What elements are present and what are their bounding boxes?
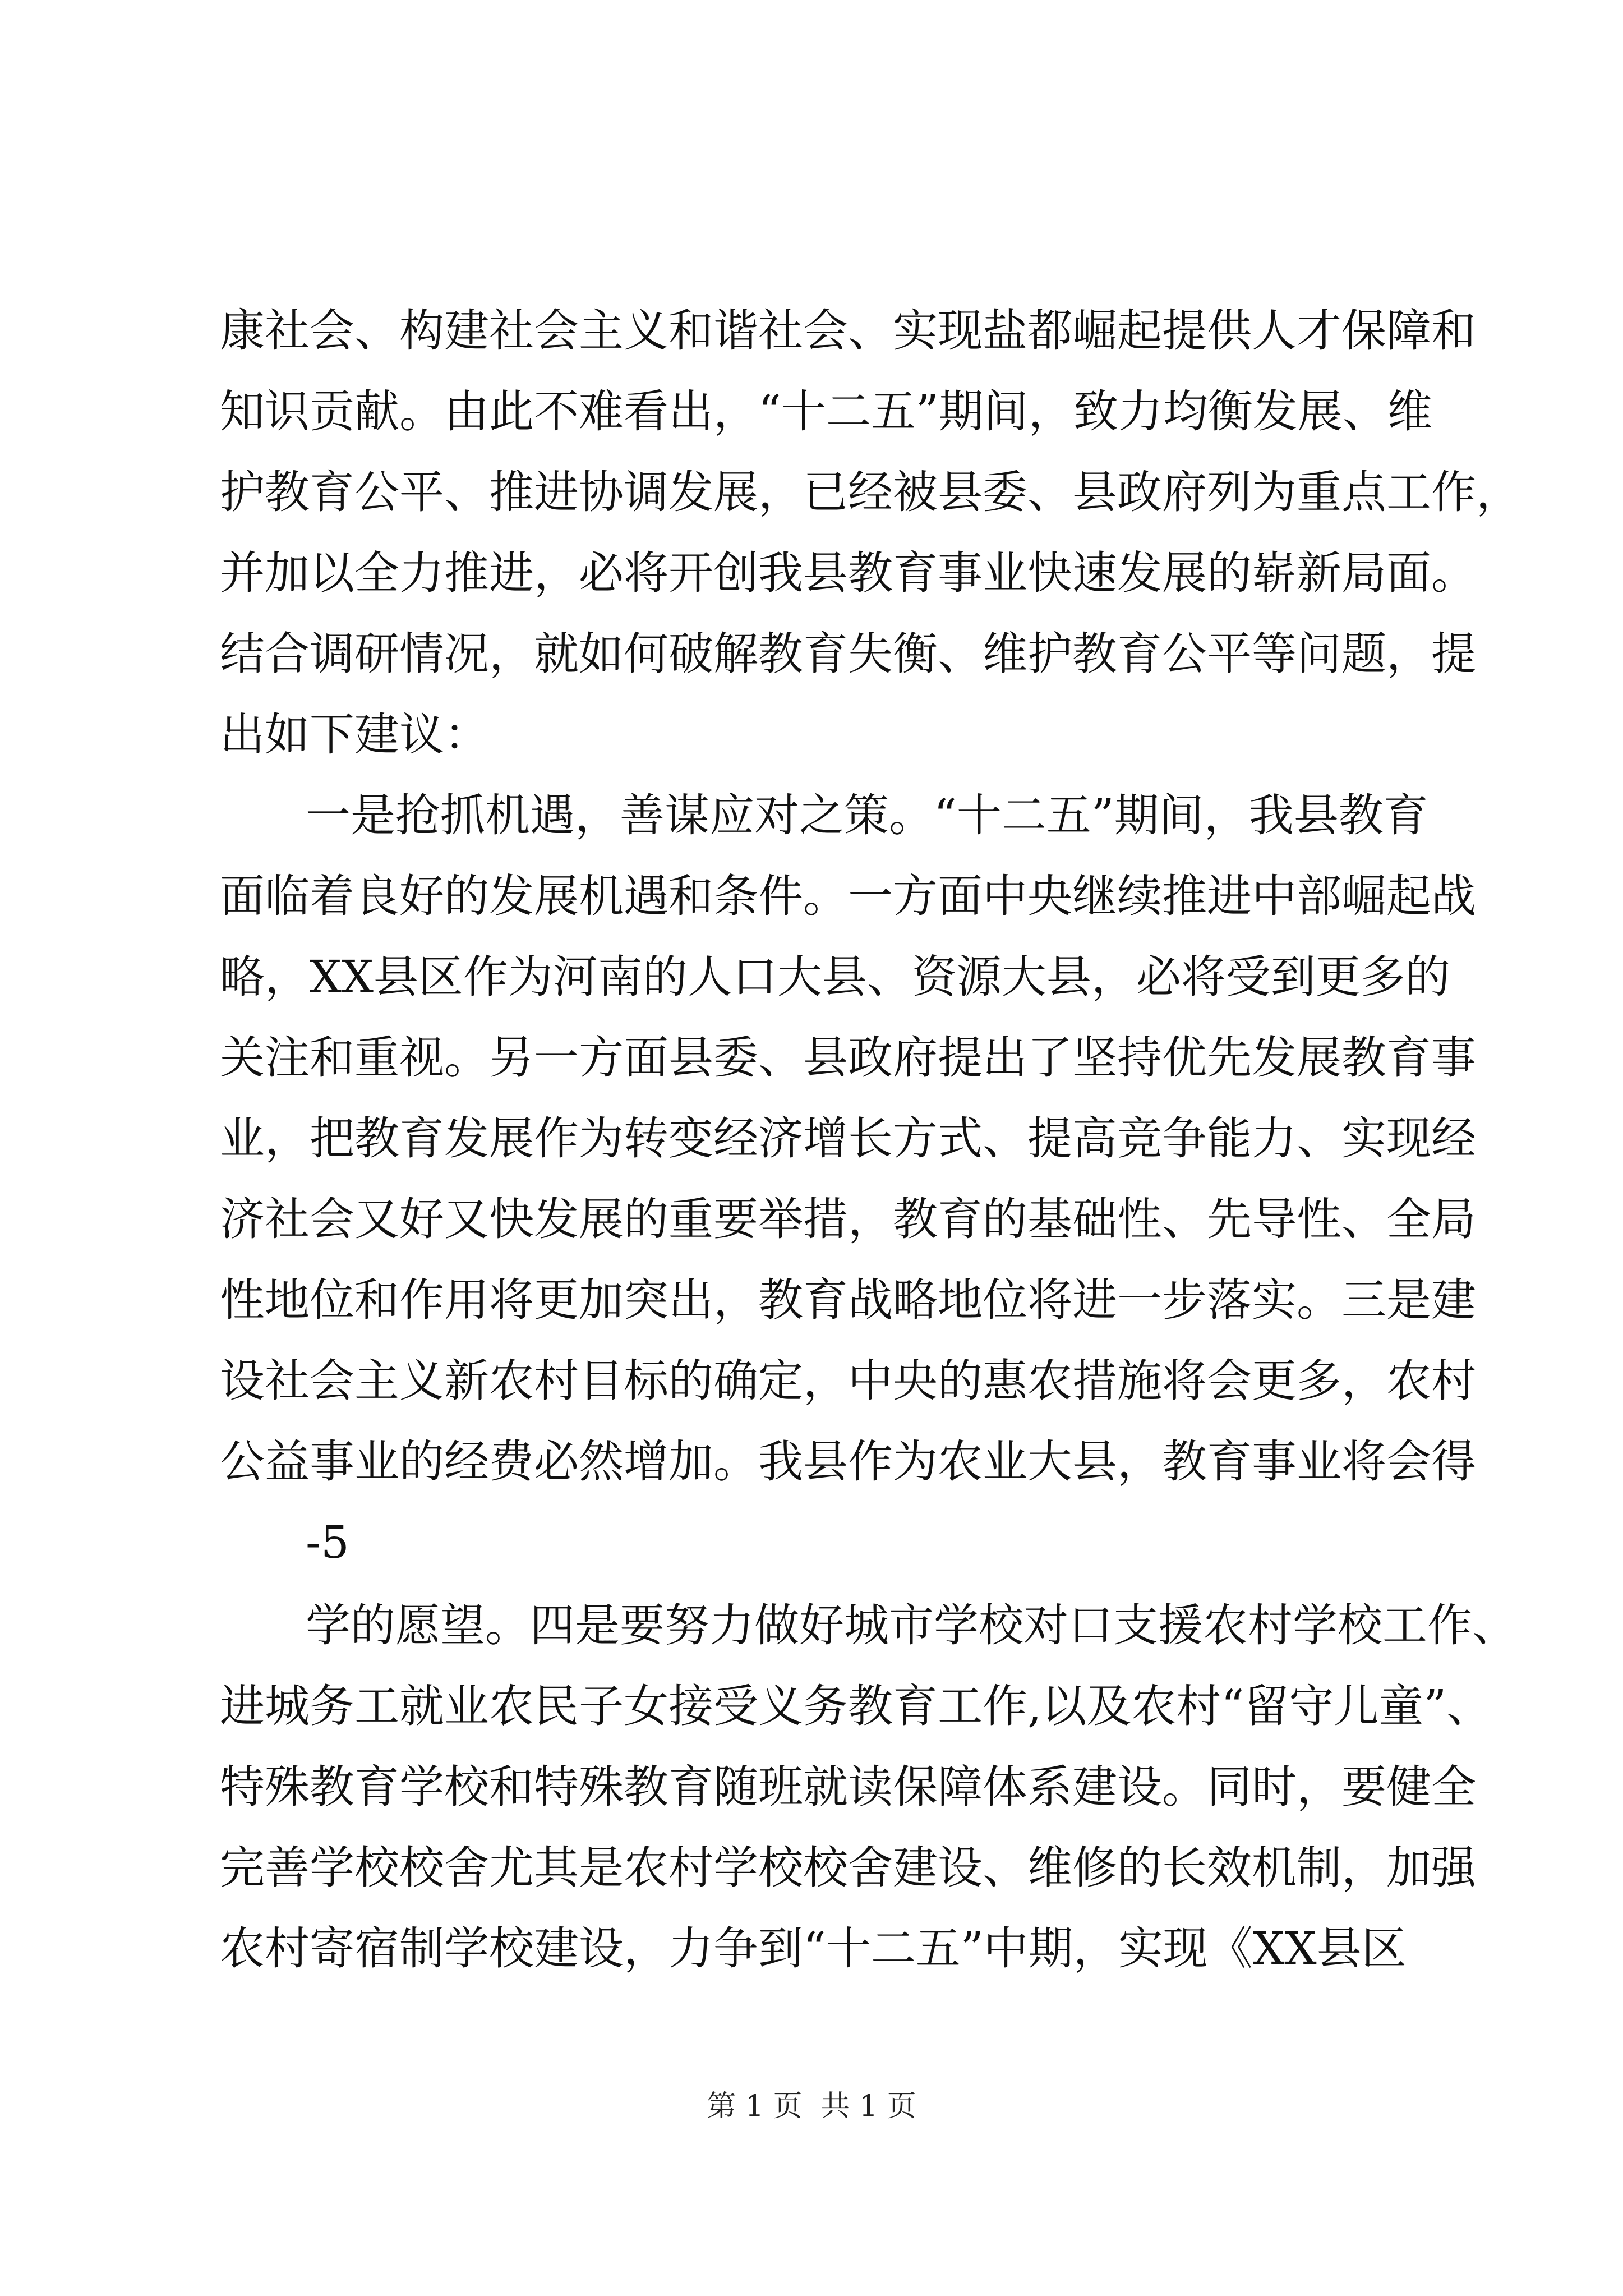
text-line-16: 学的愿望。四是要努力做好城市学校对口支援农村学校工作、	[306, 1599, 1517, 1651]
text-line-11: 业，把教育发展作为转变经济增长方式、提高竞争能力、实现经	[220, 1112, 1476, 1165]
text-line-10: 关注和重视。另一方面县委、县政府提出了坚持优先发展教育事	[220, 1032, 1476, 1084]
text-line-1: 康社会、构建社会主义和谐社会、实现盐都崛起提供人才保障和	[220, 305, 1476, 357]
text-line-7: 一是抢抓机遇，善谋应对之策。“十二五”期间，我县教育	[306, 789, 1428, 841]
text-line-18: 特殊教育学校和特殊教育随班就读保障体系建设。同时，要健全	[220, 1761, 1476, 1813]
text-line-19: 完善学校校舍尤其是农村学校校舍建设、维修的长效机制，加强	[220, 1842, 1476, 1894]
text-line-14: 设社会主义新农村目标的确定，中央的惠农措施将会更多，农村	[220, 1355, 1476, 1407]
text-line-17: 进城务工就业农民子女接受义务教育工作,以及农村“留守儿童”、	[220, 1680, 1492, 1732]
text-line-4: 并加以全力推进，必将开创我县教育事业快速发展的崭新局面。	[220, 547, 1476, 599]
text-line-2: 知识贡献。由此不难看出，“十二五”期间，致力均衡发展、维	[220, 385, 1432, 438]
text-line-8: 面临着良好的发展机遇和条件。一方面中央继续推进中部崛起战	[220, 870, 1476, 922]
text-line-15: 公益事业的经费必然增加。我县作为农业大县，教育事业将会得	[220, 1435, 1476, 1488]
text-line-13: 性地位和作用将更加突出，教育战略地位将进一步落实。三是建	[220, 1274, 1476, 1326]
page-marker: -5	[306, 1516, 349, 1568]
text-line-3: 护教育公平、推进协调发展，已经被县委、县政府列为重点工作，	[220, 466, 1521, 518]
text-line-9: 略，XX县区作为河南的人口大县、资源大县，必将受到更多的	[220, 951, 1450, 1003]
text-line-12: 济社会又好又快发展的重要举措，教育的基础性、先导性、全局	[220, 1193, 1476, 1245]
page-footer: 第 1 页 共 1 页	[707, 2090, 916, 2123]
text-line-5: 结合调研情况，就如何破解教育失衡、维护教育公平等问题，提	[220, 628, 1476, 680]
text-line-6: 出如下建议：	[220, 708, 489, 761]
text-line-20: 农村寄宿制学校建设，力争到“十二五”中期，实现《XX县区	[220, 1922, 1407, 1975]
